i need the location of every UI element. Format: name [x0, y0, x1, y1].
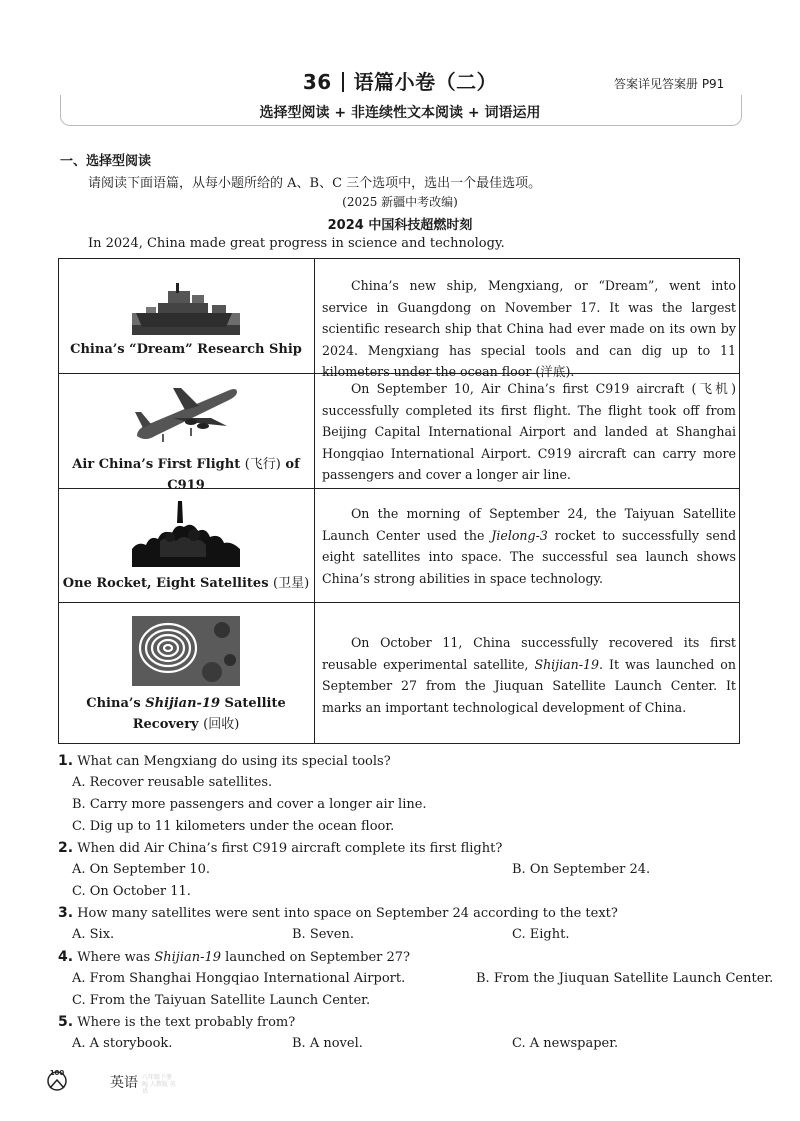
research-ship-image: [132, 283, 240, 335]
question-1: [58, 753, 391, 769]
q3-option-a[interactable]: A. Six.: [72, 927, 115, 942]
q1-option-b[interactable]: B. Carry more passengers and cover a longer air line.: [72, 797, 427, 812]
table-row-divider: [58, 602, 740, 603]
q5-option-c[interactable]: C. A newspaper.: [512, 1036, 619, 1051]
rocket-caption-cn: (卫星): [273, 576, 310, 591]
c919-airplane-image: [133, 382, 239, 446]
section-title: 一、选择型阅读: [60, 154, 152, 169]
question-number: 1.: [58, 753, 74, 769]
q5-option-a[interactable]: A. A storybook.: [72, 1036, 173, 1051]
publisher-logo-icon: [44, 1066, 70, 1092]
rocket-name: Jielong-3: [491, 527, 548, 543]
ship-caption: China’s “Dream” Research Ship: [70, 342, 302, 357]
passage-intro: In 2024, China made great progress in science and technology.: [88, 236, 505, 251]
question-text: Where is the text probably from?: [77, 1015, 296, 1030]
question-number: 5.: [58, 1014, 74, 1030]
rocket-text-a: On the morning of September 24, the Taiyuan Satellite Launch Center used the: [322, 506, 736, 543]
page-number: 36: [302, 70, 332, 94]
question-5: [58, 1014, 295, 1030]
q3-option-b[interactable]: B. Seven.: [292, 927, 354, 942]
flight-caption: [58, 454, 314, 496]
flight-caption-cn: (飞行): [244, 457, 281, 472]
answer-reference: 答案详见答案册 P91: [614, 77, 725, 91]
question-text: When did Air China’s first C919 aircraft complete its first flight?: [77, 841, 503, 856]
question-number: 3.: [58, 905, 74, 921]
satellite-caption-c: Recovery: [132, 717, 199, 732]
satellite-description: [322, 632, 736, 718]
footer-subject: 英语: [110, 1075, 138, 1091]
question-text-a: Where was: [77, 950, 155, 965]
passage-title: 2024 中国科技超燃时刻: [327, 218, 473, 233]
q1-option-a[interactable]: A. Recover reusable satellites.: [72, 775, 273, 790]
instruction: 请阅读下面语篇，从每小题所给的 A、B、C 三个选项中，选出一个最佳选项。: [88, 176, 542, 191]
q4-option-a[interactable]: A. From Shanghai Hongqiao International Airport.: [72, 971, 406, 986]
rocket-caption-text: One Rocket, Eight Satellites: [62, 576, 269, 591]
question-number: 4.: [58, 949, 74, 965]
question-text-em: Shijian-19: [154, 950, 222, 965]
rocket-text-b: rocket to successfully send eight satellites into space. The successful sea launch shows China’s strong abilities in space technology.: [322, 527, 737, 586]
satellite-caption-b: Satellite: [220, 696, 286, 711]
title-divider: [342, 72, 344, 92]
q1-option-c[interactable]: C. Dig up to 11 kilometers under the ocean floor.: [72, 819, 395, 834]
question-text-b: launched on September 27?: [221, 950, 411, 965]
satellite-recovery-image: [132, 616, 240, 686]
question-number: 2.: [58, 840, 74, 856]
title-text: 语篇小卷（二）: [353, 70, 498, 94]
question-2: [58, 840, 502, 856]
flight-caption-model: of C919: [167, 457, 300, 493]
footer-faint-text: 八年级下册 RJ 人教版 英语: [142, 1074, 176, 1095]
satellite-name: Shijian-19: [534, 656, 600, 672]
rocket-caption: [58, 573, 314, 594]
satellite-caption-line1: [58, 693, 314, 714]
q3-option-c[interactable]: C. Eight.: [512, 927, 570, 942]
question-4: [58, 949, 410, 965]
logo-text: 100: [49, 1069, 65, 1077]
satellite-caption-line2: [58, 714, 314, 735]
q2-option-c[interactable]: C. On October 11.: [72, 884, 191, 899]
question-text: What can Mengxiang do using its special tools?: [77, 754, 391, 769]
satellite-text-a: On October 11, China successfully recovered its first reusable experimental satellite,: [322, 635, 736, 672]
question-text: How many satellites were sent into space on September 24 according to the text?: [77, 906, 618, 921]
q5-option-b[interactable]: B. A novel.: [292, 1036, 363, 1051]
satellite-caption-name: Shijian-19: [145, 696, 221, 711]
q4-option-c[interactable]: C. From the Taiyuan Satellite Launch Center.: [72, 993, 371, 1008]
q2-option-a[interactable]: A. On September 10.: [72, 862, 211, 877]
source-note: (2025 新疆中考改编): [342, 195, 458, 209]
rocket-description: [322, 503, 736, 589]
q4-option-b[interactable]: B. From the Jiuquan Satellite Launch Center.: [476, 971, 774, 986]
satellite-caption-a: China’s: [86, 696, 146, 711]
page-subtitle: 选择型阅读 + 非连续性文本阅读 + 词语运用: [259, 105, 541, 121]
flight-caption-text: Air China’s First Flight: [72, 457, 241, 472]
satellite-text-b: . It was launched on September 27 from the Jiuquan Satellite Launch Center. It marks an important technological development of China.: [322, 656, 736, 715]
question-3: [58, 905, 618, 921]
rocket-launch-image: [132, 501, 240, 567]
satellite-caption-cn: (回收): [203, 717, 240, 732]
q2-option-b[interactable]: B. On September 24.: [512, 862, 651, 877]
flight-description: On September 10, Air China’s first C919 aircraft (飞机) successfully completed its first flight. The flight took off from Beijing Capital International Airport and landed at Shanghai Hongqiao International Airport. C919 aircraft can carry more passengers and cover a longer air line.: [322, 381, 736, 482]
ship-description: China’s new ship, Mengxiang, or “Dream”, went into service in Guangdong on November 17. It was the largest scientific research ship that China had ever made on its own by 2024. Mengxiang has special tools and can dig up to 11 kilometers under the ocean floor (洋底).: [322, 278, 736, 379]
table-column-divider: [314, 258, 315, 744]
satellite-caption: [58, 693, 314, 735]
